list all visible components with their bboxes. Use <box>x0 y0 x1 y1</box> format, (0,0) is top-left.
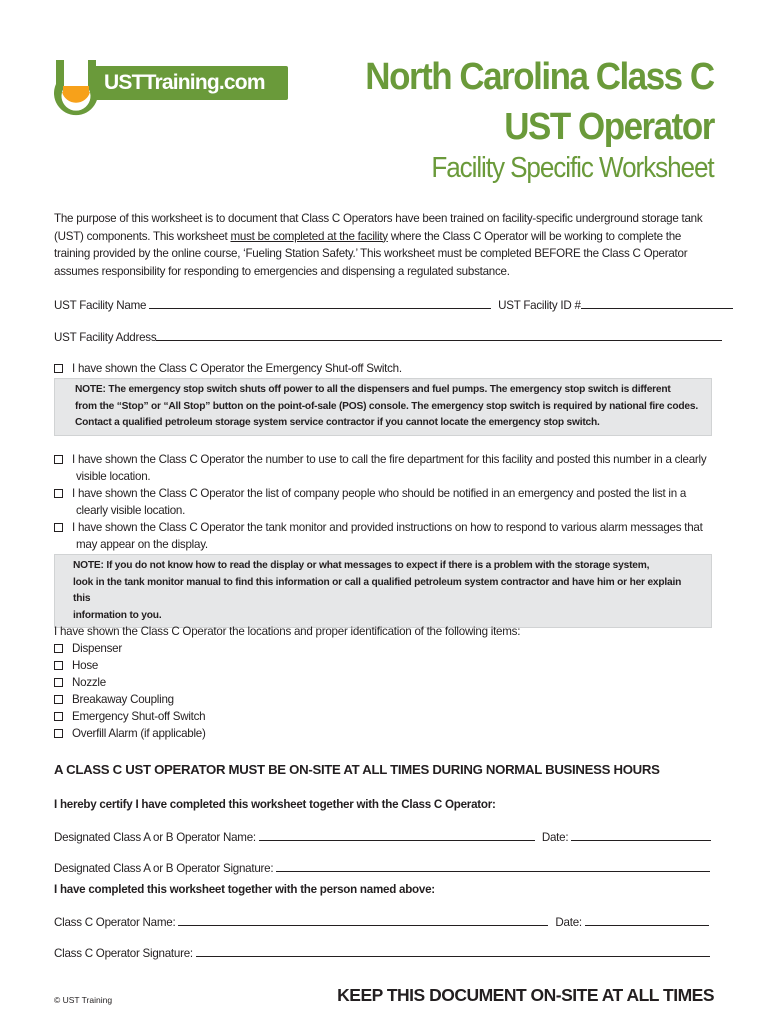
facility-address-label: UST Facility Address <box>54 331 157 344</box>
classc-name-label: Class C Operator Name: <box>54 916 176 929</box>
items-intro: I have shown the Class C Operator the locations and proper identification of the following items: <box>54 625 521 638</box>
item-label: Breakaway Coupling <box>72 693 174 706</box>
note-tank-monitor <box>54 554 712 628</box>
checklist-item-text: I have shown the Class C Operator the tank monitor and provided instructions on how to respond to various alarm messages that may appear on the display. <box>72 521 703 551</box>
purpose-underlined: must be completed at the facility <box>230 229 388 243</box>
facility-address-row <box>54 329 722 344</box>
date-label: Date: <box>541 831 569 844</box>
item-overfill-alarm <box>54 725 716 742</box>
checklist-item-text: I have shown the Class C Operator the number to use to call the fire department for this facility and posted this number in a clearly visible location. <box>72 453 707 483</box>
purpose-text-1: The purpose of this worksheet is to document that Class C Operators have been trained on facility-specific underground storage tank (UST) components. This worksheet <box>54 212 703 243</box>
checkbox[interactable] <box>54 695 63 704</box>
item-label: Hose <box>72 659 99 672</box>
note-line: from the “Stop” or “All Stop” button on the point-of-sale (POS) console. The emergency stop switch is required by national fire codes. <box>75 400 698 412</box>
ust-training-logo <box>52 58 288 120</box>
note-line: information to you. <box>73 609 162 621</box>
checklist-item-text: I have shown the Class C Operator the Emergency Shut-off Switch. <box>72 362 402 375</box>
note-line: NOTE: If you do not know how to read the display or what messages to expect if there is a problem with the storage system, <box>73 560 650 571</box>
item-label: Overfill Alarm (if applicable) <box>72 727 206 740</box>
checkbox[interactable] <box>54 489 63 498</box>
item-nozzle <box>54 674 716 691</box>
designated-name-field[interactable] <box>259 829 535 841</box>
checkbox[interactable] <box>54 712 63 721</box>
note-line: NOTE: The emergency stop switch shuts off power to all the dispensers and fuel pumps. The emergency stop switch is different <box>75 384 671 395</box>
keep-onsite-notice: KEEP THIS DOCUMENT ON-SITE AT ALL TIMES <box>337 985 714 1005</box>
note-line: look in the tank monitor manual to find this information or call a qualified petroleum system contractor and have him or her explain this <box>73 576 682 604</box>
purpose-paragraph <box>54 210 716 280</box>
classc-name-field[interactable] <box>178 914 548 926</box>
title-line-2: UST Operator <box>504 106 714 148</box>
checkbox[interactable] <box>54 661 63 670</box>
classc-name-row <box>54 914 709 929</box>
worksheet-subtitle: Facility Specific Worksheet <box>431 152 714 184</box>
checkbox[interactable] <box>54 678 63 687</box>
classc-date-field[interactable] <box>585 914 709 926</box>
classc-signature-field[interactable] <box>196 945 710 957</box>
item-breakaway-coupling <box>54 691 716 708</box>
title-line-1: North Carolina Class C <box>365 56 714 98</box>
checklist-item-emergency-shutoff <box>54 360 716 377</box>
facility-address-field[interactable] <box>156 329 722 341</box>
designated-date-field[interactable] <box>571 829 711 841</box>
item-hose <box>54 657 716 674</box>
item-label: Emergency Shut-off Switch <box>72 710 206 723</box>
purpose-text-2: where the Class C Operator will be working to complete the training provided by the online course, ‘Fueling Station Safety.’ This worksheet must be completed BEFORE the Class C Operator assumes responsibility for responding to emergencies and dispensing a regulated substance. <box>54 229 688 278</box>
designated-name-row <box>54 829 711 844</box>
note-emergency-stop <box>54 378 712 436</box>
certify-statement-1: I hereby certify I have completed this worksheet together with the Class C Operator: <box>54 798 496 811</box>
checkbox[interactable] <box>54 455 63 464</box>
item-label: Dispenser <box>72 642 122 655</box>
designated-signature-row <box>54 860 710 875</box>
item-emergency-shutoff <box>54 708 716 725</box>
checklist-item-text: I have shown the Class C Operator the list of company people who should be notified in an emergency and posted the list in a clearly visible location. <box>72 487 687 517</box>
classc-signature-label: Class C Operator Signature: <box>54 947 193 960</box>
checkbox[interactable] <box>54 523 63 532</box>
checkbox[interactable] <box>54 644 63 653</box>
certify-statement-2: I have completed this worksheet together with the person named above: <box>54 883 435 896</box>
checklist-item-tank-monitor <box>54 519 716 553</box>
flask-icon <box>52 58 108 120</box>
note-line: Contact a qualified petroleum storage system service contractor if you cannot locate the emergency stop switch. <box>75 417 600 428</box>
checklist-item-fire-dept <box>54 451 716 485</box>
designated-signature-label: Designated Class A or B Operator Signature: <box>54 862 274 875</box>
designated-signature-field[interactable] <box>276 860 710 872</box>
facility-name-field[interactable] <box>149 297 491 309</box>
designated-name-label: Designated Class A or B Operator Name: <box>54 831 256 844</box>
onsite-heading: A CLASS C UST OPERATOR MUST BE ON-SITE AT ALL TIMES DURING NORMAL BUSINESS HOURS <box>54 762 660 777</box>
facility-name-row <box>54 297 733 312</box>
date-label: Date: <box>555 916 582 929</box>
facility-name-label: UST Facility Name <box>54 299 147 312</box>
item-dispenser <box>54 640 716 657</box>
item-label: Nozzle <box>72 676 106 689</box>
checklist-item-company-list <box>54 485 716 519</box>
facility-id-field[interactable] <box>581 297 733 309</box>
logo-text: USTTraining.com <box>104 71 265 94</box>
checkbox[interactable] <box>54 364 63 373</box>
checkbox[interactable] <box>54 729 63 738</box>
facility-id-label: UST Facility ID # <box>498 299 581 312</box>
classc-signature-row <box>54 945 710 960</box>
copyright-notice: © UST Training <box>54 995 113 1005</box>
